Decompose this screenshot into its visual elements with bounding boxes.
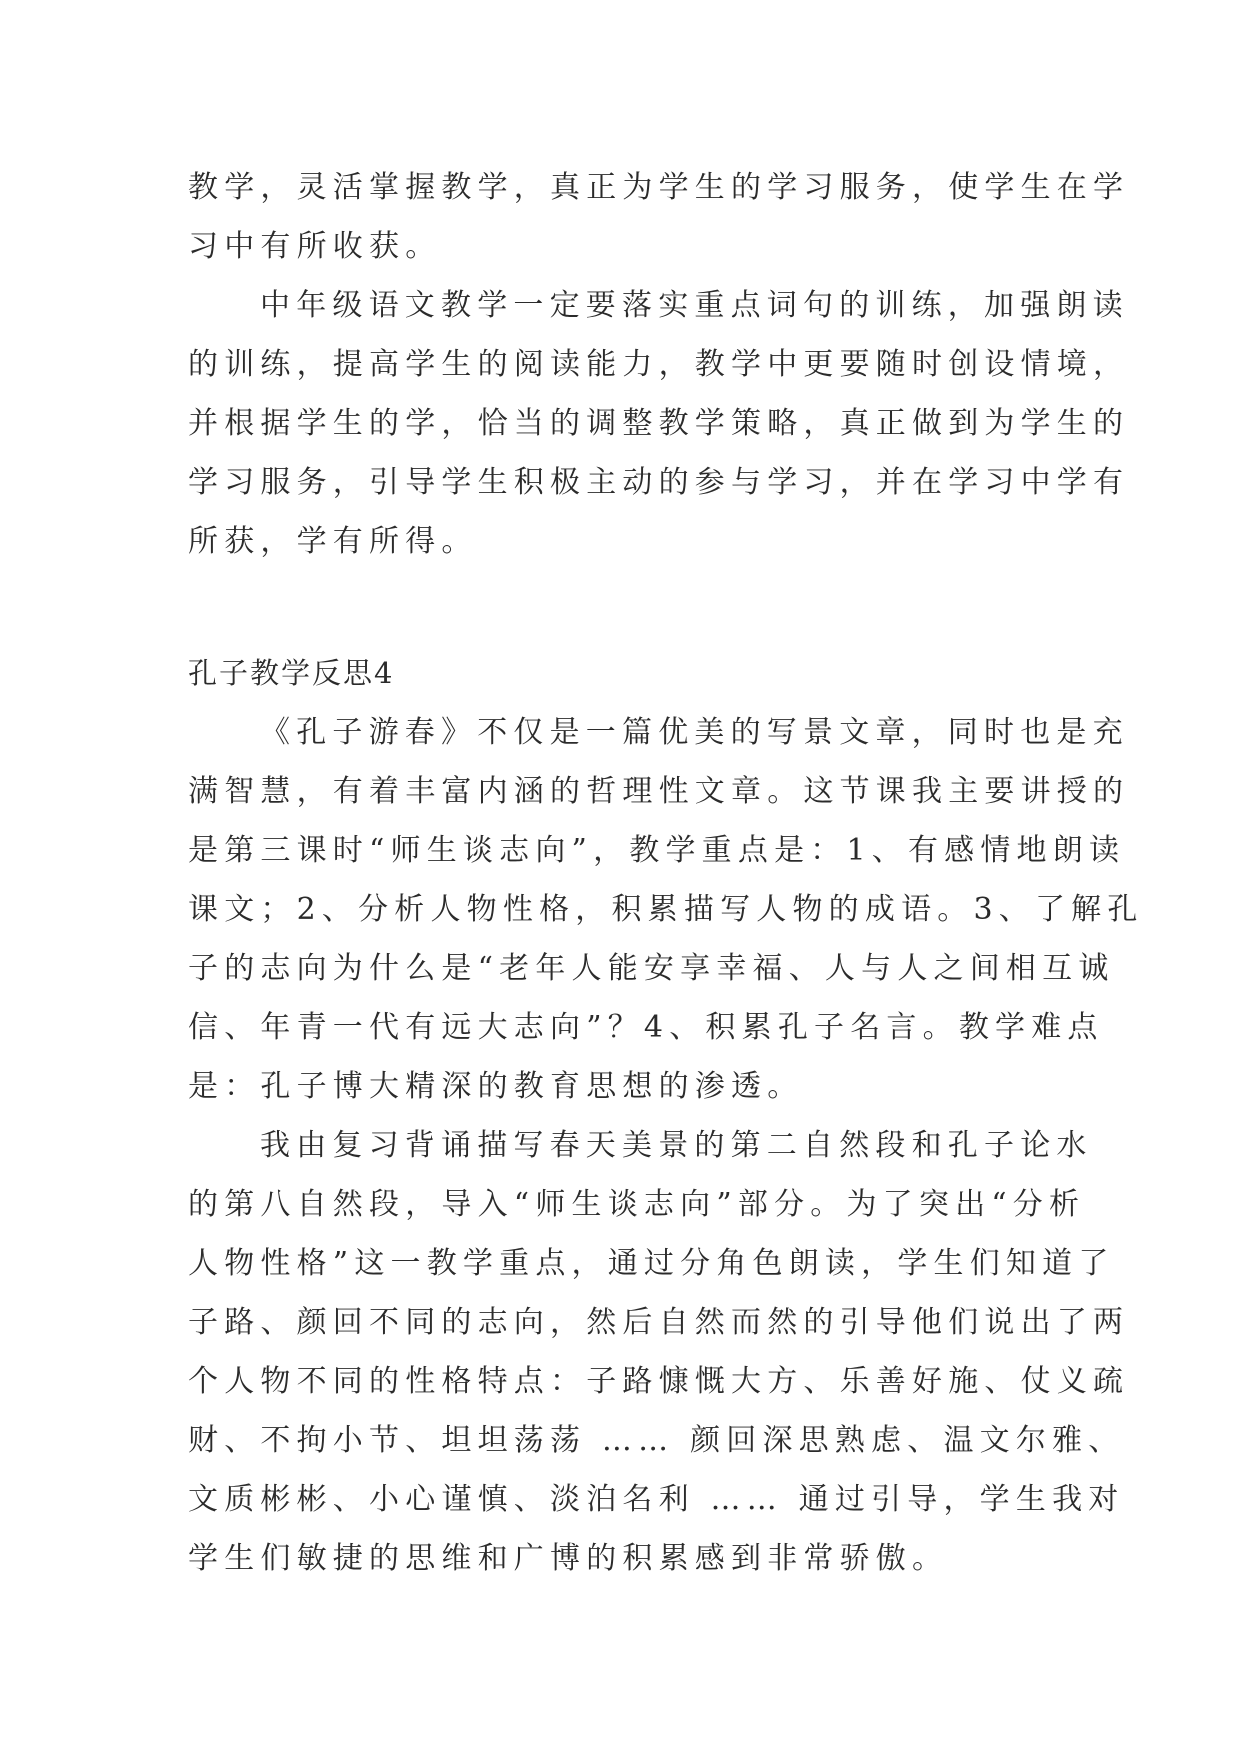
paragraph-line: 习中有所收获。 [188, 229, 442, 264]
paragraph-line: 文质彬彬、小心谨慎、淡泊名利 …… 通过引导，学生我对 [188, 1482, 1125, 1517]
paragraph-line: 人物性格”这一教学重点，通过分角色朗读，学生们知道了 [188, 1246, 1115, 1281]
paragraph-line: 满智慧，有着丰富内涵的哲理性文章。这节课我主要讲授的 [188, 774, 1130, 809]
paragraph-line: 教学，灵活掌握教学，真正为学生的学习服务，使学生在学 [188, 170, 1130, 205]
section-heading: 孔子教学反思4 [188, 656, 395, 690]
paragraph-line: 课文；2、分析人物性格，积累描写人物的成语。3、了解孔 [188, 892, 1144, 927]
paragraph-line: 我由复习背诵描写春天美景的第二自然段和孔子论水 [260, 1128, 1093, 1163]
paragraph-line: 信、年青一代有远大志向”？4、积累孔子名言。教学难点 [188, 1010, 1104, 1045]
paragraph-line: 的训练，提高学生的阅读能力，教学中更要随时创设情境， [188, 347, 1130, 382]
paragraph-line: 个人物不同的性格特点：子路慷慨大方、乐善好施、仗义疏 [188, 1364, 1130, 1399]
section-spacer [188, 571, 1048, 644]
paragraph-line: 是第三课时“师生谈志向”，教学重点是：1、有感情地朗读 [188, 833, 1126, 868]
paragraph-line: 是：孔子博大精深的教育思想的渗透。 [188, 1069, 804, 1104]
document-body [188, 158, 1144, 1588]
paragraph-line: 学生们敏捷的思维和广博的积累感到非常骄傲。 [188, 1541, 949, 1576]
paragraph-line: 并根据学生的学，恰当的调整教学策略，真正做到为学生的 [188, 406, 1130, 441]
paragraph-line: 学习服务，引导学生积极主动的参与学习，并在学习中学有 [188, 465, 1130, 500]
paragraph-line: 中年级语文教学一定要落实重点词句的训练，加强朗读 [260, 288, 1129, 323]
paragraph-line: 子的志向为什么是“老年人能安享幸福、人与人之间相互诚 [188, 951, 1115, 986]
paragraph-line: 财、不拘小节、坦坦荡荡 …… 颜回深思熟虑、温文尔雅、 [188, 1423, 1125, 1458]
paragraph-line: 《孔子游春》不仅是一篇优美的写景文章，同时也是充 [260, 715, 1129, 750]
paragraph-line: 子路、颜回不同的志向，然后自然而然的引导他们说出了两 [188, 1305, 1130, 1340]
paragraph-line: 所获，学有所得。 [188, 524, 478, 559]
paragraph-line: 的第八自然段，导入“师生谈志向”部分。为了突出“分析 [188, 1187, 1086, 1222]
